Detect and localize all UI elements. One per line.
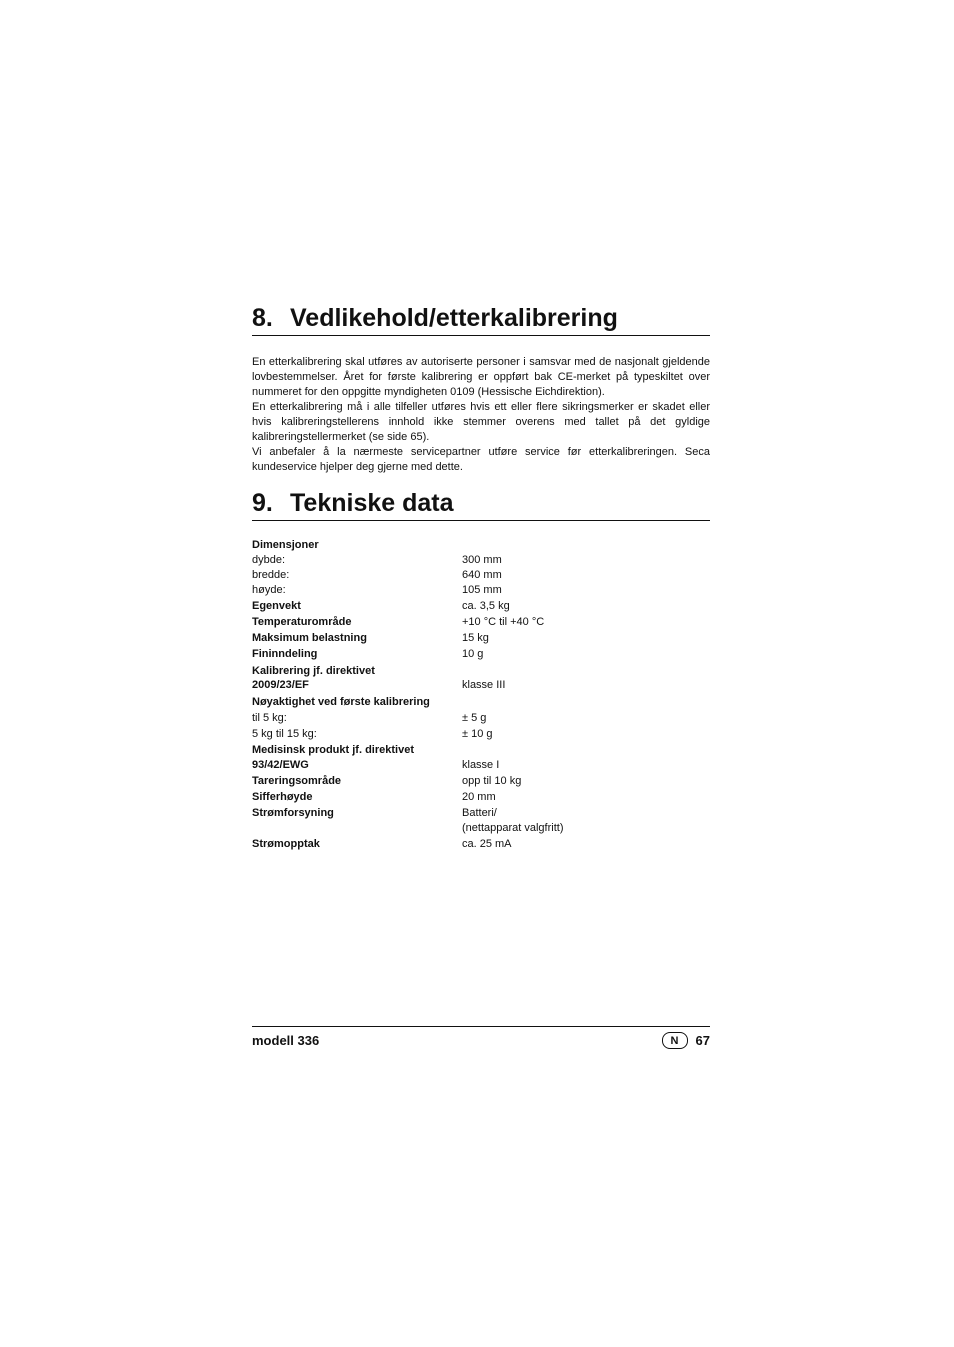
spec-row	[252, 728, 710, 740]
spec-label: Nøyaktighet ved første kalibrering	[252, 696, 430, 708]
spec-label: Sifferhøyde	[252, 791, 313, 803]
spec-row	[252, 569, 710, 581]
spec-label: 93/42/EWG	[252, 759, 309, 771]
spec-value	[462, 539, 710, 551]
spec-label: Temperaturområde	[252, 616, 352, 628]
spec-row	[252, 759, 710, 771]
spec-value: 15 kg	[462, 632, 489, 644]
spec-label: Strømforsyning	[252, 807, 334, 819]
language-badge: N	[662, 1032, 688, 1049]
paragraph: En etterkalibrering må i alle tilfeller utføres hvis ett eller flere sikringsmerker er skadet eller hvis kalibreringstellerens innhold ikke stemmer overens med tallet på det gyldige kalibreringstellermerket (se side 65).	[252, 401, 710, 443]
section-8-title: Vedlikehold/etterkalibrering	[290, 304, 618, 332]
spec-label: til 5 kg:	[252, 712, 287, 724]
spec-label: Strømopptak	[252, 838, 320, 850]
spec-value: ca. 3,5 kg	[462, 600, 510, 612]
spec-row	[252, 791, 710, 803]
section-9-number: 9.	[252, 489, 273, 517]
spec-label: Kalibrering jf. direktivet	[252, 665, 375, 677]
spec-row	[252, 807, 710, 819]
spec-value: 105 mm	[462, 584, 502, 596]
spec-value: opp til 10 kg	[462, 775, 522, 787]
spec-label: Egenvekt	[252, 600, 301, 612]
spec-value: ± 10 g	[462, 728, 493, 740]
spec-value	[462, 696, 710, 708]
spec-row	[252, 822, 710, 834]
spec-value: +10 °C til +40 °C	[462, 616, 545, 628]
paragraph: Vi anbefaler å la nærmeste servicepartner utføre service før etterkalibreringen. Seca kundeservice hjelper deg gjerne med dette.	[252, 446, 710, 473]
spec-row	[252, 679, 710, 691]
spec-row	[252, 696, 710, 708]
spec-row	[252, 775, 710, 787]
spec-value: 20 mm	[462, 791, 496, 803]
spec-label: Maksimum belastning	[252, 632, 367, 644]
spec-value: 640 mm	[462, 569, 502, 581]
model-name: modell 336	[252, 1033, 320, 1048]
spec-value: Batteri/	[462, 807, 497, 819]
section-8-body	[252, 355, 710, 475]
spec-row	[252, 744, 710, 756]
spec-row	[252, 554, 710, 566]
spec-row	[252, 632, 710, 644]
spec-value: klasse I	[462, 759, 500, 771]
spec-label: Fininndeling	[252, 648, 318, 660]
spec-row	[252, 665, 710, 677]
page-footer	[252, 1026, 710, 1049]
page-number: 67	[695, 1033, 710, 1048]
spec-label: høyde:	[252, 584, 286, 596]
spec-value	[462, 744, 710, 756]
section-8-heading	[252, 304, 710, 336]
spec-label: Dimensjoner	[252, 539, 319, 551]
spec-label: Tareringsområde	[252, 775, 342, 787]
spec-row	[252, 584, 710, 596]
spec-row	[252, 648, 710, 660]
footer-right	[662, 1032, 710, 1049]
spec-value: ca. 25 mA	[462, 838, 512, 850]
spec-value: 300 mm	[462, 554, 502, 566]
section-9-heading	[252, 489, 710, 521]
spec-value: (nettapparat valgfritt)	[462, 822, 564, 834]
spec-label: Medisinsk produkt jf. direktivet	[252, 744, 414, 756]
spec-value	[462, 665, 710, 677]
spec-value: klasse III	[462, 679, 506, 691]
section-9-title: Tekniske data	[290, 489, 454, 517]
spec-label: dybde:	[252, 554, 286, 566]
spec-row	[252, 600, 710, 612]
section-8-number: 8.	[252, 304, 273, 332]
spec-label: 5 kg til 15 kg:	[252, 728, 317, 740]
spec-label: bredde:	[252, 569, 290, 581]
spec-row	[252, 539, 710, 551]
paragraph: En etterkalibrering skal utføres av autoriserte personer i samsvar med de nasjonalt gjeldende lovbestemmelser. Året for første kalibrering er oppført bak CE-merket på typeskiltet over nummeret for den oppgitte myndigheten 0109 (Hessische Eichdirektion).	[252, 356, 710, 398]
spec-row	[252, 616, 710, 628]
spec-row	[252, 838, 710, 850]
spec-label	[252, 822, 462, 834]
spec-value: ± 5 g	[462, 712, 487, 724]
spec-value: 10 g	[462, 648, 484, 660]
spec-label: 2009/23/EF	[252, 679, 309, 691]
spec-row	[252, 712, 710, 724]
